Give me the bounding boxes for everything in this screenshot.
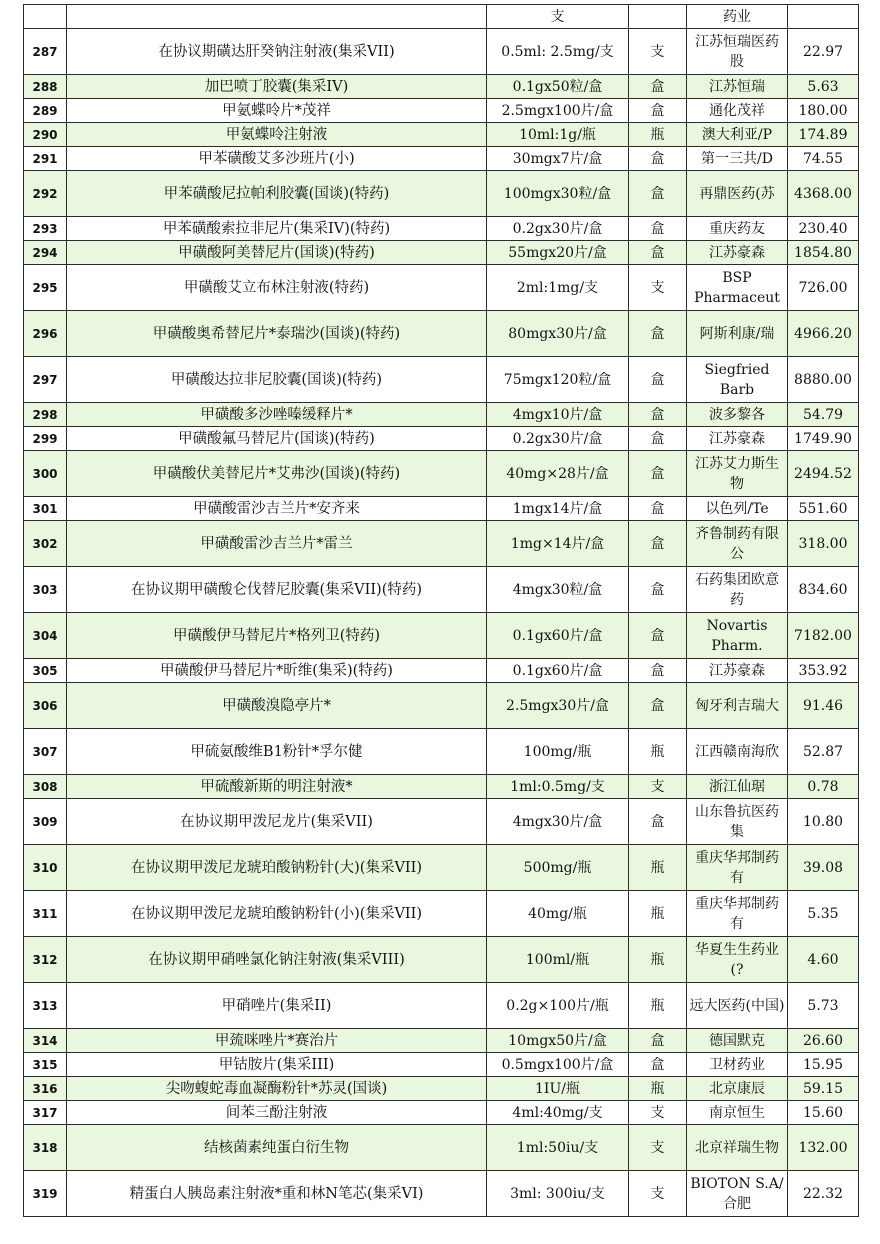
manufacturer-cell: 石药集团欧意药: [687, 567, 788, 613]
header-cell: 支: [487, 5, 629, 29]
table-row: [24, 265, 859, 311]
specification-cell: 3ml: 300iu/支: [487, 1171, 629, 1217]
drug-name-cell: 甲磺酸伏美替尼片*艾弗沙(国谈)(特药): [67, 451, 487, 497]
price-cell: 52.87: [788, 729, 859, 775]
drug-name-cell: 甲磺酸氟马替尼片(国谈)(特药): [67, 427, 487, 451]
price-cell: 4.60: [788, 937, 859, 983]
manufacturer-cell: 卫材药业: [687, 1053, 788, 1077]
drug-name-cell: 甲硝唑片(集采II): [67, 983, 487, 1029]
drug-name-cell: 甲磺酸奥希替尼片*泰瑞沙(国谈)(特药): [67, 311, 487, 357]
price-cell: 26.60: [788, 1029, 859, 1053]
manufacturer-cell: 澳大利亚/P: [687, 123, 788, 147]
header-cell: [24, 5, 67, 29]
price-cell: 4368.00: [788, 171, 859, 217]
unit-cell: 盒: [629, 1053, 687, 1077]
price-cell: 91.46: [788, 683, 859, 729]
table-row: [24, 403, 859, 427]
table-row: [24, 521, 859, 567]
specification-cell: 1ml:0.5mg/支: [487, 775, 629, 799]
specification-cell: 2ml:1mg/支: [487, 265, 629, 311]
row-number-cell: 315: [24, 1053, 67, 1077]
table-row: [24, 659, 859, 683]
drug-name-cell: 加巴喷丁胶囊(集采IV): [67, 75, 487, 99]
table-row: [24, 729, 859, 775]
price-cell: 39.08: [788, 845, 859, 891]
unit-cell: 盒: [629, 683, 687, 729]
specification-cell: 4mgx10片/盒: [487, 403, 629, 427]
specification-cell: 2.5mgx100片/盒: [487, 99, 629, 123]
specification-cell: 1IU/瓶: [487, 1077, 629, 1101]
drug-name-cell: 在协议期甲泼尼龙琥珀酸钠粉针(小)(集采VII): [67, 891, 487, 937]
unit-cell: 盒: [629, 241, 687, 265]
price-cell: 8880.00: [788, 357, 859, 403]
drug-name-cell: 在协议期磺达肝癸钠注射液(集采VII): [67, 29, 487, 75]
row-number-cell: 308: [24, 775, 67, 799]
row-number-cell: 313: [24, 983, 67, 1029]
drug-name-cell: 甲磺酸阿美替尼片(国谈)(特药): [67, 241, 487, 265]
manufacturer-cell: 江苏豪森: [687, 427, 788, 451]
specification-cell: 40mg/瓶: [487, 891, 629, 937]
unit-cell: 支: [629, 1171, 687, 1217]
row-number-cell: 287: [24, 29, 67, 75]
drug-name-cell: 在协议期甲泼尼龙琥珀酸钠粉针(大)(集采VII): [67, 845, 487, 891]
specification-cell: 40mg×28片/盒: [487, 451, 629, 497]
unit-cell: 盒: [629, 217, 687, 241]
table-row: [24, 799, 859, 845]
table-row: [24, 613, 859, 659]
price-cell: 5.35: [788, 891, 859, 937]
row-number-cell: 295: [24, 265, 67, 311]
price-cell: 10.80: [788, 799, 859, 845]
row-number-cell: 300: [24, 451, 67, 497]
drug-name-cell: 间苯三酚注射液: [67, 1101, 487, 1125]
table-row: [24, 427, 859, 451]
table-row: [24, 311, 859, 357]
manufacturer-cell: 以色列/Te: [687, 497, 788, 521]
price-cell: 180.00: [788, 99, 859, 123]
manufacturer-cell: BSP Pharmaceut: [687, 265, 788, 311]
table-row: [24, 1077, 859, 1101]
specification-cell: 4mgx30粒/盒: [487, 567, 629, 613]
table-row: [24, 1125, 859, 1171]
specification-cell: 0.5ml: 2.5mg/支: [487, 29, 629, 75]
drug-name-cell: 甲磺酸伊马替尼片*格列卫(特药): [67, 613, 487, 659]
specification-cell: 80mgx30片/盒: [487, 311, 629, 357]
table-row: [24, 147, 859, 171]
manufacturer-cell: 江苏恒瑞: [687, 75, 788, 99]
specification-cell: 55mgx20片/盒: [487, 241, 629, 265]
row-number-cell: 298: [24, 403, 67, 427]
table-row: [24, 567, 859, 613]
row-number-cell: 309: [24, 799, 67, 845]
drug-name-cell: 甲硫氨酸维B1粉针*孚尔健: [67, 729, 487, 775]
specification-cell: 30mgx7片/盒: [487, 147, 629, 171]
unit-cell: 盒: [629, 613, 687, 659]
unit-cell: 瓶: [629, 983, 687, 1029]
table-row: [24, 123, 859, 147]
manufacturer-cell: 重庆华邦制药有: [687, 891, 788, 937]
specification-cell: 75mgx120粒/盒: [487, 357, 629, 403]
drug-name-cell: 在协议期甲硝唑氯化钠注射液(集采VIII): [67, 937, 487, 983]
manufacturer-cell: 阿斯利康/瑞: [687, 311, 788, 357]
unit-cell: 支: [629, 775, 687, 799]
drug-name-cell: 尖吻蝮蛇毒血凝酶粉针*苏灵(国谈): [67, 1077, 487, 1101]
unit-cell: 盒: [629, 357, 687, 403]
row-number-cell: 312: [24, 937, 67, 983]
specification-cell: 0.1gx60片/盒: [487, 659, 629, 683]
drug-name-cell: 甲氨蝶呤注射液: [67, 123, 487, 147]
row-number-cell: 290: [24, 123, 67, 147]
drug-name-cell: 甲钴胺片(集采III): [67, 1053, 487, 1077]
price-cell: 0.78: [788, 775, 859, 799]
table-body: [24, 5, 859, 1217]
specification-cell: 0.2g×100片/瓶: [487, 983, 629, 1029]
manufacturer-cell: 江苏豪森: [687, 241, 788, 265]
row-number-cell: 306: [24, 683, 67, 729]
price-cell: 132.00: [788, 1125, 859, 1171]
table-row: [24, 171, 859, 217]
header-cell: [629, 5, 687, 29]
specification-cell: 2.5mgx30片/盒: [487, 683, 629, 729]
row-number-cell: 288: [24, 75, 67, 99]
specification-cell: 10ml:1g/瓶: [487, 123, 629, 147]
row-number-cell: 304: [24, 613, 67, 659]
table-row: [24, 75, 859, 99]
specification-cell: 500mg/瓶: [487, 845, 629, 891]
unit-cell: 盒: [629, 403, 687, 427]
manufacturer-cell: Novartis Pharm.: [687, 613, 788, 659]
header-cell: [67, 5, 487, 29]
unit-cell: 瓶: [629, 1077, 687, 1101]
unit-cell: 瓶: [629, 845, 687, 891]
price-cell: 1854.80: [788, 241, 859, 265]
row-number-cell: 296: [24, 311, 67, 357]
price-cell: 5.63: [788, 75, 859, 99]
row-number-cell: 289: [24, 99, 67, 123]
drug-name-cell: 甲苯磺酸索拉非尼片(集采IV)(特药): [67, 217, 487, 241]
unit-cell: 支: [629, 1125, 687, 1171]
specification-cell: 0.1gx60片/盒: [487, 613, 629, 659]
table-row: [24, 217, 859, 241]
manufacturer-cell: 山东鲁抗医药集: [687, 799, 788, 845]
unit-cell: 盒: [629, 171, 687, 217]
specification-cell: 4mgx30片/盒: [487, 799, 629, 845]
price-cell: 59.15: [788, 1077, 859, 1101]
table-row: [24, 241, 859, 265]
table-row: [24, 775, 859, 799]
table-row: [24, 1101, 859, 1125]
header-cell: 药业: [687, 5, 788, 29]
unit-cell: 盒: [629, 451, 687, 497]
manufacturer-cell: 通化茂祥: [687, 99, 788, 123]
price-cell: 7182.00: [788, 613, 859, 659]
drug-name-cell: 甲苯磺酸艾多沙班片(小): [67, 147, 487, 171]
table-row: [24, 357, 859, 403]
drug-price-table: [23, 4, 859, 1217]
row-number-cell: 318: [24, 1125, 67, 1171]
header-row: [24, 5, 859, 29]
manufacturer-cell: 再鼎医药(苏: [687, 171, 788, 217]
manufacturer-cell: 匈牙利吉瑞大: [687, 683, 788, 729]
drug-name-cell: 精蛋白人胰岛素注射液*重和林N笔芯(集采VI): [67, 1171, 487, 1217]
manufacturer-cell: 齐鲁制药有限公: [687, 521, 788, 567]
manufacturer-cell: 重庆药友: [687, 217, 788, 241]
specification-cell: 4ml:40mg/支: [487, 1101, 629, 1125]
drug-name-cell: 甲磺酸艾立布林注射液(特药): [67, 265, 487, 311]
unit-cell: 盒: [629, 567, 687, 613]
price-cell: 551.60: [788, 497, 859, 521]
unit-cell: 瓶: [629, 123, 687, 147]
manufacturer-cell: 北京康辰: [687, 1077, 788, 1101]
drug-name-cell: 甲磺酸溴隐亭片*: [67, 683, 487, 729]
price-cell: 2494.52: [788, 451, 859, 497]
specification-cell: 1ml:50iu/支: [487, 1125, 629, 1171]
table-row: [24, 937, 859, 983]
row-number-cell: 301: [24, 497, 67, 521]
specification-cell: 0.2gx30片/盒: [487, 427, 629, 451]
unit-cell: 盒: [629, 1029, 687, 1053]
price-cell: 15.95: [788, 1053, 859, 1077]
drug-name-cell: 甲硫酸新斯的明注射液*: [67, 775, 487, 799]
row-number-cell: 319: [24, 1171, 67, 1217]
table-row: [24, 1053, 859, 1077]
price-cell: 353.92: [788, 659, 859, 683]
unit-cell: 支: [629, 1101, 687, 1125]
unit-cell: 盒: [629, 659, 687, 683]
manufacturer-cell: 江苏恒瑞医药股: [687, 29, 788, 75]
specification-cell: 100mg/瓶: [487, 729, 629, 775]
unit-cell: 盒: [629, 147, 687, 171]
header-cell: [788, 5, 859, 29]
unit-cell: 盒: [629, 99, 687, 123]
drug-name-cell: 在协议期甲磺酸仑伐替尼胶囊(集采VII)(特药): [67, 567, 487, 613]
price-cell: 318.00: [788, 521, 859, 567]
unit-cell: 支: [629, 265, 687, 311]
table-row: [24, 683, 859, 729]
price-cell: 54.79: [788, 403, 859, 427]
table-row: [24, 29, 859, 75]
row-number-cell: 297: [24, 357, 67, 403]
row-number-cell: 292: [24, 171, 67, 217]
manufacturer-cell: 华夏生生药业(?: [687, 937, 788, 983]
table-row: [24, 1029, 859, 1053]
row-number-cell: 311: [24, 891, 67, 937]
row-number-cell: 305: [24, 659, 67, 683]
row-number-cell: 302: [24, 521, 67, 567]
price-cell: 174.89: [788, 123, 859, 147]
price-cell: 726.00: [788, 265, 859, 311]
table-row: [24, 891, 859, 937]
row-number-cell: 299: [24, 427, 67, 451]
unit-cell: 瓶: [629, 729, 687, 775]
unit-cell: 盒: [629, 75, 687, 99]
specification-cell: 100ml/瓶: [487, 937, 629, 983]
drug-name-cell: 甲磺酸达拉非尼胶囊(国谈)(特药): [67, 357, 487, 403]
table-row: [24, 99, 859, 123]
row-number-cell: 314: [24, 1029, 67, 1053]
unit-cell: 支: [629, 29, 687, 75]
price-cell: 74.55: [788, 147, 859, 171]
row-number-cell: 293: [24, 217, 67, 241]
table-row: [24, 497, 859, 521]
row-number-cell: 291: [24, 147, 67, 171]
drug-name-cell: 甲磺酸伊马替尼片*昕维(集采)(特药): [67, 659, 487, 683]
price-cell: 22.32: [788, 1171, 859, 1217]
manufacturer-cell: 波多黎各: [687, 403, 788, 427]
unit-cell: 盒: [629, 521, 687, 567]
manufacturer-cell: 德国默克: [687, 1029, 788, 1053]
price-cell: 4966.20: [788, 311, 859, 357]
specification-cell: 1mgx14片/盒: [487, 497, 629, 521]
drug-name-cell: 在协议期甲泼尼龙片(集采VII): [67, 799, 487, 845]
table-row: [24, 451, 859, 497]
drug-name-cell: 甲苯磺酸尼拉帕利胶囊(国谈)(特药): [67, 171, 487, 217]
drug-name-cell: 甲磺酸多沙唑嗪缓释片*: [67, 403, 487, 427]
manufacturer-cell: BIOTON S.A/合肥: [687, 1171, 788, 1217]
row-number-cell: 316: [24, 1077, 67, 1101]
manufacturer-cell: 第一三共/D: [687, 147, 788, 171]
row-number-cell: 317: [24, 1101, 67, 1125]
unit-cell: 盒: [629, 427, 687, 451]
table-row: [24, 845, 859, 891]
specification-cell: 0.1gx50粒/盒: [487, 75, 629, 99]
price-cell: 230.40: [788, 217, 859, 241]
unit-cell: 盒: [629, 311, 687, 357]
unit-cell: 瓶: [629, 937, 687, 983]
table-row: [24, 983, 859, 1029]
specification-cell: 10mgx50片/盒: [487, 1029, 629, 1053]
manufacturer-cell: Siegfried Barb: [687, 357, 788, 403]
drug-name-cell: 甲氨蝶呤片*茂祥: [67, 99, 487, 123]
drug-name-cell: 结核菌素纯蛋白衍生物: [67, 1125, 487, 1171]
manufacturer-cell: 江苏艾力斯生物: [687, 451, 788, 497]
table-row: [24, 1171, 859, 1217]
price-cell: 22.97: [788, 29, 859, 75]
specification-cell: 0.5mgx100片/盒: [487, 1053, 629, 1077]
row-number-cell: 310: [24, 845, 67, 891]
unit-cell: 盒: [629, 799, 687, 845]
drug-name-cell: 甲巯咪唑片*赛治片: [67, 1029, 487, 1053]
unit-cell: 瓶: [629, 891, 687, 937]
row-number-cell: 307: [24, 729, 67, 775]
row-number-cell: 303: [24, 567, 67, 613]
drug-name-cell: 甲磺酸雷沙吉兰片*安齐来: [67, 497, 487, 521]
manufacturer-cell: 浙江仙琚: [687, 775, 788, 799]
price-cell: 1749.90: [788, 427, 859, 451]
manufacturer-cell: 北京祥瑞生物: [687, 1125, 788, 1171]
specification-cell: 100mgx30粒/盒: [487, 171, 629, 217]
manufacturer-cell: 南京恒生: [687, 1101, 788, 1125]
drug-name-cell: 甲磺酸雷沙吉兰片*雷兰: [67, 521, 487, 567]
manufacturer-cell: 远大医药(中国): [687, 983, 788, 1029]
price-cell: 834.60: [788, 567, 859, 613]
row-number-cell: 294: [24, 241, 67, 265]
price-cell: 5.73: [788, 983, 859, 1029]
manufacturer-cell: 重庆华邦制药有: [687, 845, 788, 891]
specification-cell: 1mg×14片/盒: [487, 521, 629, 567]
manufacturer-cell: 江苏豪森: [687, 659, 788, 683]
unit-cell: 盒: [629, 497, 687, 521]
price-cell: 15.60: [788, 1101, 859, 1125]
manufacturer-cell: 江西赣南海欣: [687, 729, 788, 775]
specification-cell: 0.2gx30片/盒: [487, 217, 629, 241]
